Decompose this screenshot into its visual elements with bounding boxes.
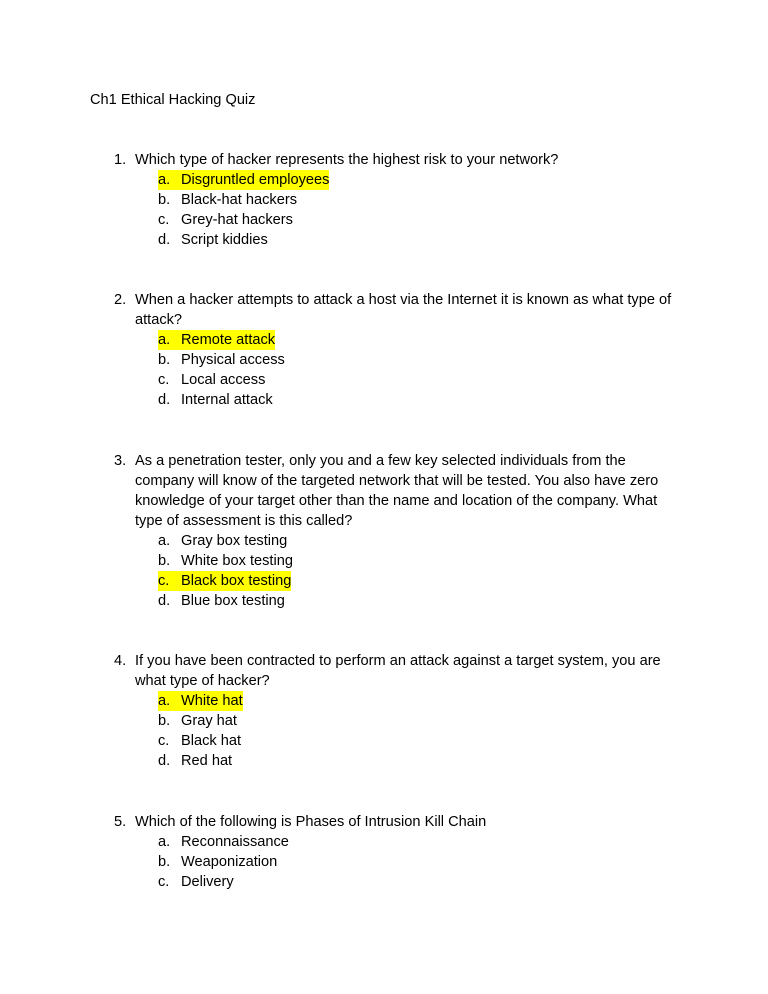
option-d	[158, 390, 273, 410]
question-number: 4.	[114, 653, 127, 669]
option-text: Blue box testing	[181, 593, 285, 609]
option-b	[158, 551, 293, 571]
option-b	[158, 190, 297, 210]
option-b	[158, 852, 277, 872]
option-letter: c.	[158, 874, 170, 890]
question-text: Which type of hacker represents the highest risk to your network?	[135, 152, 559, 168]
option-a	[158, 170, 329, 190]
option-letter: c.	[158, 573, 170, 589]
option-c	[158, 731, 241, 751]
option-letter: b.	[158, 352, 171, 368]
option-letter: a.	[158, 834, 171, 850]
option-c	[158, 571, 291, 591]
question-number: 5.	[114, 814, 127, 830]
option-letter: a.	[158, 693, 171, 709]
option-c	[158, 210, 293, 230]
option-letter: a.	[158, 332, 171, 348]
option-d	[158, 751, 232, 771]
option-text: Physical access	[181, 352, 285, 368]
option-d	[158, 230, 268, 250]
option-b	[158, 711, 237, 731]
question-number: 1.	[114, 152, 127, 168]
option-letter: c.	[158, 212, 170, 228]
option-d	[158, 591, 285, 611]
option-letter: b.	[158, 192, 171, 208]
option-letter: b.	[158, 854, 171, 870]
option-letter: d.	[158, 392, 171, 408]
option-text: Weaponization	[181, 854, 278, 870]
option-a	[158, 691, 243, 711]
option-letter: a.	[158, 172, 171, 188]
option-text: Black-hat hackers	[181, 192, 297, 208]
option-text: Reconnaissance	[181, 834, 289, 850]
option-text: Delivery	[181, 874, 234, 890]
option-text: Local access	[181, 372, 266, 388]
option-text: Black hat	[181, 733, 242, 749]
option-text: Remote attack	[181, 332, 276, 348]
question-number: 3.	[114, 453, 127, 469]
option-text: Black box testing	[181, 573, 292, 589]
option-b	[158, 350, 285, 370]
option-text: Internal attack	[181, 392, 273, 408]
option-letter: c.	[158, 733, 170, 749]
option-c	[158, 872, 234, 892]
option-letter: d.	[158, 593, 171, 609]
question-text: As a penetration tester, only you and a few key selected individuals from the company will know of the targeted network that will be tested. You also have zero knowledge of your target other than the name and location of the company. What type of assessment is this called?	[135, 453, 659, 529]
option-a	[158, 531, 287, 551]
option-text: White box testing	[181, 553, 293, 569]
option-a	[158, 330, 275, 350]
option-text: White hat	[181, 693, 243, 709]
question-text: Which of the following is Phases of Intrusion Kill Chain	[135, 814, 487, 830]
option-c	[158, 370, 265, 390]
option-text: Disgruntled employees	[181, 172, 330, 188]
option-text: Gray box testing	[181, 533, 288, 549]
option-letter: a.	[158, 533, 171, 549]
option-letter: b.	[158, 713, 171, 729]
option-letter: d.	[158, 753, 171, 769]
question-text: When a hacker attempts to attack a host via the Internet it is known as what type of attack?	[135, 292, 672, 328]
option-text: Red hat	[181, 753, 233, 769]
option-a	[158, 832, 289, 852]
option-text: Script kiddies	[181, 232, 268, 248]
option-letter: c.	[158, 372, 170, 388]
document-title: Ch1 Ethical Hacking Quiz	[90, 92, 256, 108]
option-letter: b.	[158, 553, 171, 569]
option-text: Grey-hat hackers	[181, 212, 293, 228]
option-letter: d.	[158, 232, 171, 248]
option-text: Gray hat	[181, 713, 237, 729]
question-number: 2.	[114, 292, 127, 308]
question-text: If you have been contracted to perform an attack against a target system, you are what type of hacker?	[135, 653, 661, 689]
